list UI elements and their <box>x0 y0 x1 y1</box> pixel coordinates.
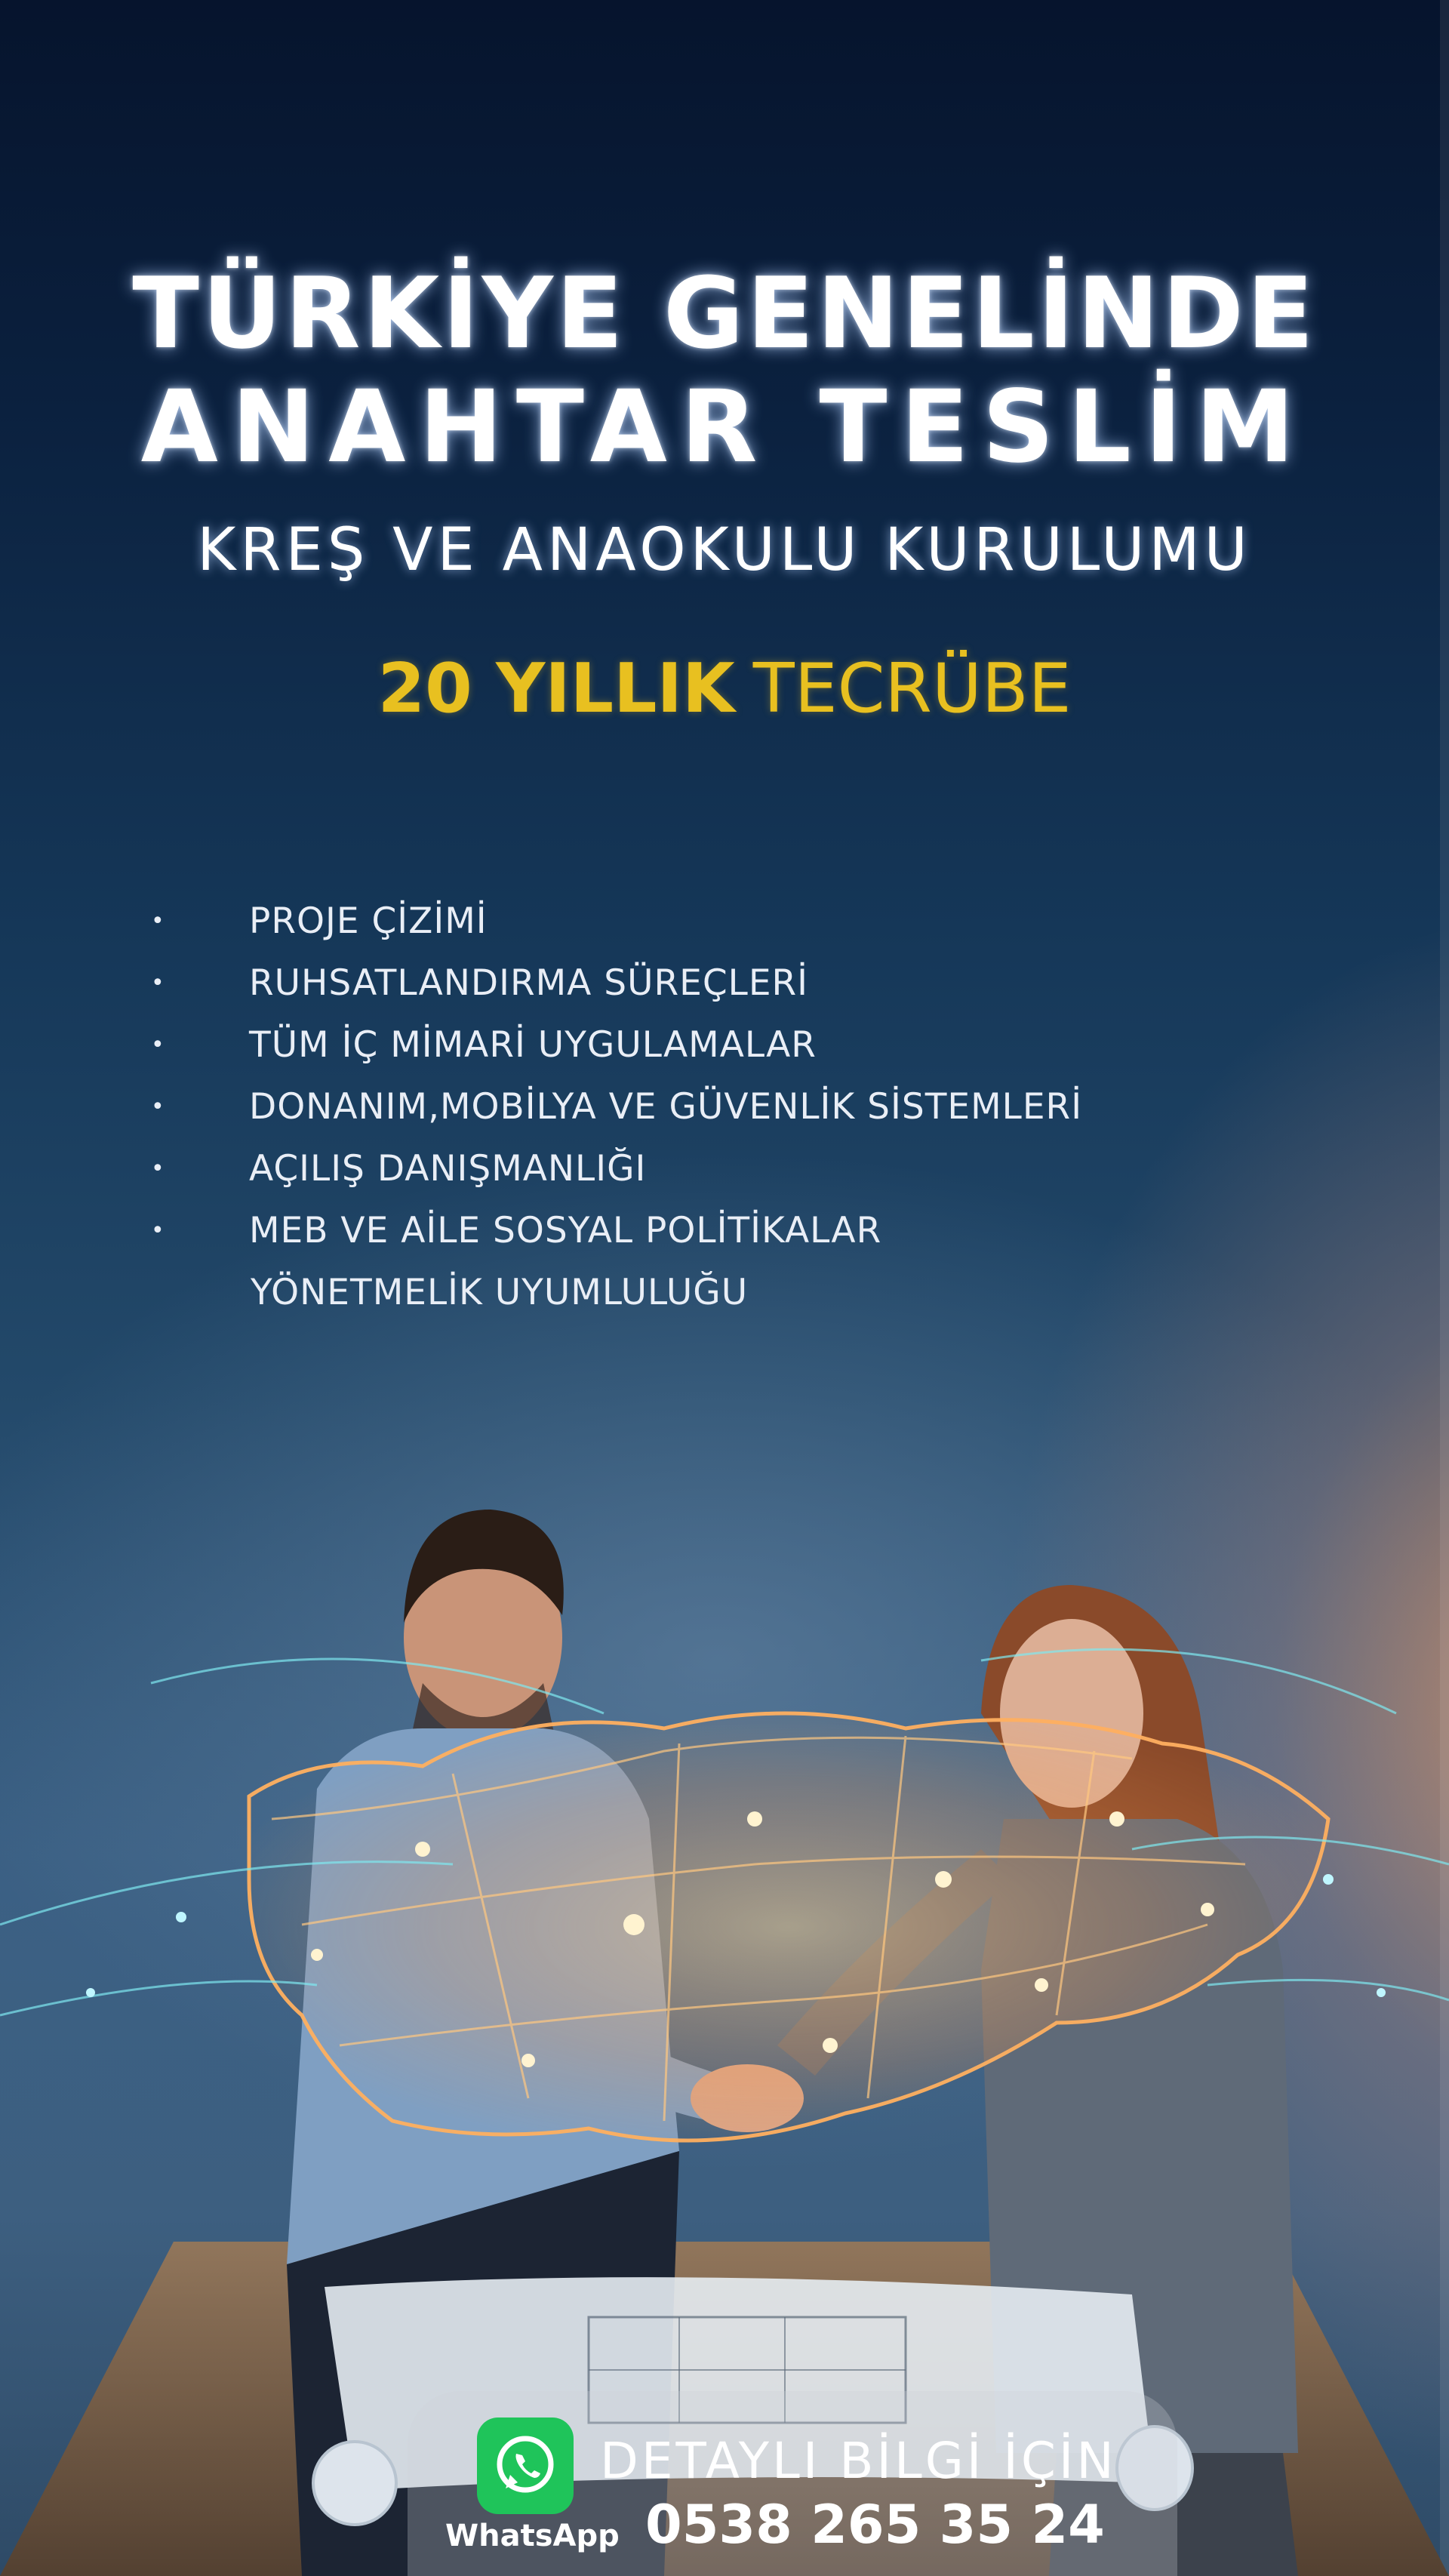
service-label: TÜM İÇ MİMARİ UYGULAMALAR <box>249 1024 817 1066</box>
experience-word: TECRÜBE <box>752 649 1072 728</box>
whatsapp-icon[interactable] <box>477 2418 574 2514</box>
service-label: YÖNETMELİK UYUMLULUĞU <box>251 1272 749 1313</box>
headline-line-2: ANAHTAR TESLİM <box>140 369 1309 485</box>
service-item-continuation <box>151 1262 1358 1324</box>
headline-subtitle: KREŞ VE ANAOKULU KURULUMU <box>197 516 1252 584</box>
service-item <box>151 891 1358 953</box>
service-item <box>151 953 1358 1014</box>
whatsapp-label: WhatsApp <box>445 2519 620 2553</box>
bullet: • <box>151 1094 165 1120</box>
bullet: • <box>151 1156 165 1182</box>
experience-tagline <box>0 649 1449 728</box>
service-label: RUHSATLANDIRMA SÜREÇLERİ <box>249 962 809 1004</box>
bullet: • <box>151 908 165 934</box>
contact-title: DETAYLI BİLGİ İÇİN <box>600 2432 1117 2490</box>
experience-years: 20 YILLIK <box>377 649 735 728</box>
services-list <box>151 891 1358 1324</box>
contact-phone[interactable]: 0538 265 35 24 <box>645 2494 1105 2556</box>
service-label: MEB VE AİLE SOSYAL POLİTİKALAR <box>249 1210 882 1251</box>
bullet: • <box>151 1217 165 1244</box>
service-label: AÇILIŞ DANIŞMANLIĞI <box>249 1148 647 1190</box>
service-label: DONANIM,MOBİLYA VE GÜVENLİK SİSTEMLERİ <box>249 1086 1083 1128</box>
service-item <box>151 1076 1358 1138</box>
service-label: PROJE ÇİZİMİ <box>249 900 488 942</box>
service-item <box>151 1138 1358 1200</box>
bullet: • <box>151 1032 165 1058</box>
bullet: • <box>151 970 165 996</box>
service-item <box>151 1200 1358 1262</box>
headline-line-1: TÜRKİYE GENELİNDE <box>132 256 1317 371</box>
service-item <box>151 1014 1358 1076</box>
